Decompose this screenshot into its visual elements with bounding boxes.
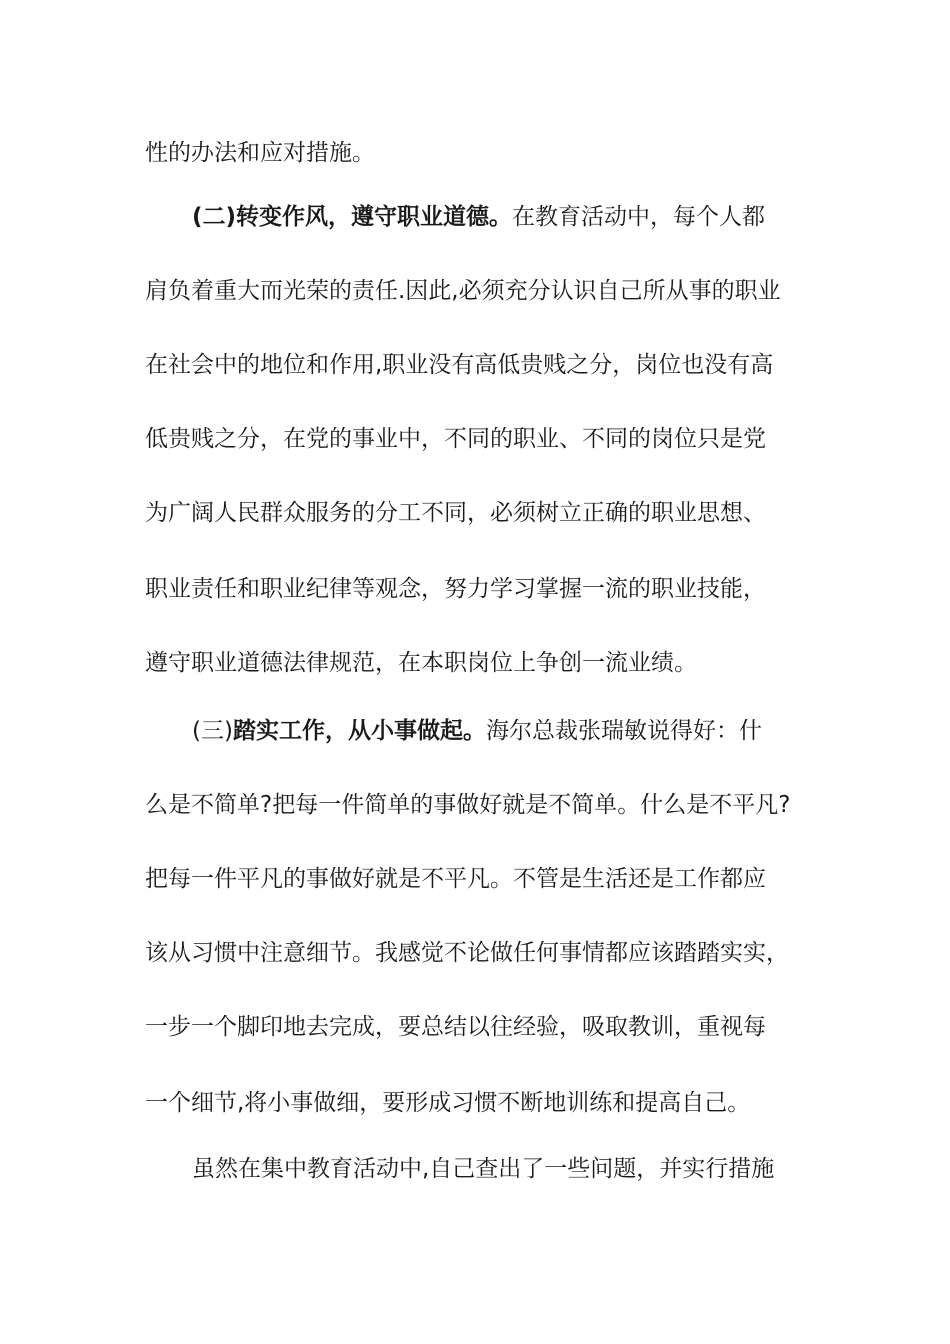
line-text: 性的办法和应对措施。 <box>145 140 375 166</box>
paragraph-line <box>145 864 766 894</box>
line-text: 遵守职业道德法律规范，在本职岗位上争创一流业绩。 <box>145 650 697 676</box>
paragraph-line <box>145 648 697 678</box>
line-text: 么是不简单?把每一件简单的事做好就是不简单。什么是不平凡? <box>145 792 791 818</box>
line-text: 虽然在集中教育活动中,自己查出了一些问题，并实行措施 <box>192 1156 775 1182</box>
line-text: 职业责任和职业纪律等观念，努力学习掌握一流的职业技能， <box>145 576 766 602</box>
paragraph-line <box>145 1012 766 1042</box>
line-text: 一步一个脚印地去完成，要总结以往经验，吸取教训，重视每 <box>145 1014 766 1040</box>
line-text: 在教育活动中，每个人都 <box>512 204 766 230</box>
paragraph-line <box>145 790 790 820</box>
section-heading: (二)转变作风，遵守职业道德。 <box>192 204 513 230</box>
paragraph-line <box>145 1088 750 1118</box>
paragraph-line <box>145 574 766 604</box>
line-text: 为广阔人民群众服务的分工不同，必须树立正确的职业思想、 <box>145 500 766 526</box>
section-heading: 踏实工作，从小事做起。 <box>232 718 486 744</box>
section-number: (三) <box>192 718 233 744</box>
line-text: 海尔总裁张瑞敏说得好：什 <box>485 718 762 744</box>
paragraph-line <box>145 276 781 306</box>
line-text: 肩负着重大而光荣的责任.因此,必须充分认识自己所从事的职业 <box>145 278 781 304</box>
line-text: 在社会中的地位和作用,职业没有高低贵贱之分，岗位也没有高 <box>145 352 774 378</box>
paragraph-line <box>145 938 789 968</box>
line-text: 把每一件平凡的事做好就是不平凡。不管是生活还是工作都应 <box>145 866 766 892</box>
line-text: 低贵贱之分，在党的事业中，不同的职业、不同的岗位只是党 <box>145 426 766 452</box>
paragraph-line <box>145 138 375 168</box>
paragraph-line <box>145 350 773 380</box>
section-heading-line <box>192 716 762 746</box>
paragraph-first-line <box>192 1154 774 1184</box>
section-heading-line <box>192 202 765 232</box>
paragraph-line <box>145 498 766 528</box>
line-text: 一个细节,将小事做细，要形成习惯不断地训练和提高自己。 <box>145 1090 751 1116</box>
line-text: 该从习惯中注意细节。我感觉不论做任何事情都应该踏踏实实， <box>145 940 789 966</box>
paragraph-line <box>145 424 766 454</box>
